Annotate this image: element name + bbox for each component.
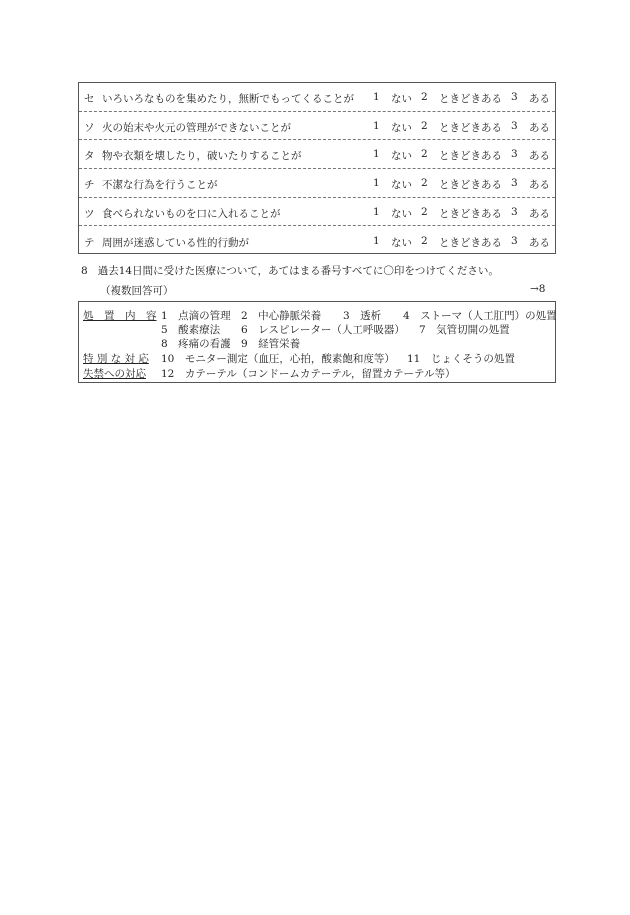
row-text: 周囲が迷惑している性的行動が <box>102 236 249 249</box>
care-item-9[interactable]: 9 経管栄養 <box>241 338 301 350</box>
option-1-label: ない <box>391 236 412 249</box>
option-3-number[interactable]: 3 <box>511 177 518 190</box>
option-2-number[interactable]: 2 <box>421 148 428 161</box>
option-3-label: ある <box>529 150 550 163</box>
option-2-label: ときどきある <box>439 93 502 105</box>
row-letter: タ <box>84 150 95 163</box>
option-3-number[interactable]: 3 <box>511 119 518 132</box>
option-2-number[interactable]: 2 <box>421 205 428 218</box>
care-item-11[interactable]: 11 じょくそうの処置 <box>407 353 515 365</box>
care-item-2[interactable]: 2 中心静脈栄養 <box>241 310 322 322</box>
care-item-7[interactable]: 7 気管切開の処置 <box>419 324 510 336</box>
option-2-label: ときどきある <box>439 207 502 220</box>
care-item-12[interactable]: 12 カテーテル（コンドームカテーテル，留置カテーテル等） <box>161 368 456 380</box>
option-2-number[interactable]: 2 <box>421 91 428 103</box>
row-letter: チ <box>84 179 95 192</box>
option-1-number[interactable]: 1 <box>373 91 380 103</box>
behavior-row <box>79 198 555 227</box>
skip-arrow: →8 <box>530 283 546 295</box>
care-item-1[interactable]: 1 点滴の管理 <box>161 310 231 322</box>
behavior-row <box>79 227 555 256</box>
row-text: 食べられないものを口に入れることが <box>102 207 281 220</box>
care-item-10[interactable]: 10 モニター測定（血圧，心拍，酸素飽和度等） <box>161 353 395 365</box>
option-2-label: ときどきある <box>439 121 502 134</box>
option-3-label: ある <box>529 179 550 192</box>
option-2-label: ときどきある <box>439 236 502 249</box>
multiple-answer-note: （複数回答可） <box>100 285 174 297</box>
row-text: 物や衣類を壊したり，破いたりすることが <box>102 150 302 163</box>
care-item-3[interactable]: 3 透析 <box>343 310 382 322</box>
option-1-number[interactable]: 1 <box>373 119 380 132</box>
option-3-label: ある <box>529 121 550 134</box>
option-3-number[interactable]: 3 <box>511 234 518 247</box>
option-2-number[interactable]: 2 <box>421 119 428 132</box>
option-2-label: ときどきある <box>439 179 502 192</box>
row-letter: セ <box>84 93 95 105</box>
option-2-label: ときどきある <box>439 150 502 163</box>
option-1-label: ない <box>391 179 412 192</box>
incontinence-category-label: 失禁への対応 <box>83 368 146 380</box>
option-3-number[interactable]: 3 <box>511 148 518 161</box>
option-3-number[interactable]: 3 <box>511 91 518 103</box>
care-item-5[interactable]: 5 酸素療法 <box>161 324 221 336</box>
option-3-label: ある <box>529 236 550 249</box>
behavior-row <box>79 140 555 169</box>
option-1-number[interactable]: 1 <box>373 205 380 218</box>
behavior-row <box>79 83 555 112</box>
option-3-label: ある <box>529 93 550 105</box>
option-1-number[interactable]: 1 <box>373 148 380 161</box>
row-text: 不潔な行為を行うことが <box>102 179 218 192</box>
option-1-label: ない <box>391 207 412 220</box>
option-2-number[interactable]: 2 <box>421 234 428 247</box>
behavior-row <box>79 169 555 198</box>
option-3-number[interactable]: 3 <box>511 205 518 218</box>
special-care-category-label: 特 別 な 対 応 <box>83 353 149 365</box>
option-1-label: ない <box>391 150 412 163</box>
row-text: いろいろなものを集めたり，無断でもってくることが <box>102 93 354 105</box>
care-item-6[interactable]: 6 レスピレーター（人工呼吸器） <box>241 324 405 336</box>
option-1-label: ない <box>391 121 412 134</box>
option-2-number[interactable]: 2 <box>421 177 428 190</box>
question-8-heading <box>81 263 499 278</box>
option-3-label: ある <box>529 207 550 220</box>
option-1-number[interactable]: 1 <box>373 234 380 247</box>
row-text: 火の始末や火元の管理ができないことが <box>102 121 291 134</box>
care-item-4[interactable]: 4 ストーマ（人工肛門）の処置 <box>403 310 557 322</box>
treatment-category-label: 処 置 内 容 <box>83 310 157 322</box>
care-item-8[interactable]: 8 疼痛の看護 <box>161 338 231 350</box>
behavior-row <box>79 112 555 141</box>
medical-care-box <box>78 301 556 383</box>
row-letter: ソ <box>84 121 95 134</box>
question-text: 過去14日間に受けた医療について，あてはまる番号すべてに〇印をつけてください。 <box>97 265 499 277</box>
question-number: 8 <box>81 265 88 277</box>
option-1-label: ない <box>391 93 412 105</box>
behavior-table <box>78 82 556 254</box>
option-1-number[interactable]: 1 <box>373 177 380 190</box>
row-letter: テ <box>84 236 95 249</box>
row-letter: ツ <box>84 207 95 220</box>
